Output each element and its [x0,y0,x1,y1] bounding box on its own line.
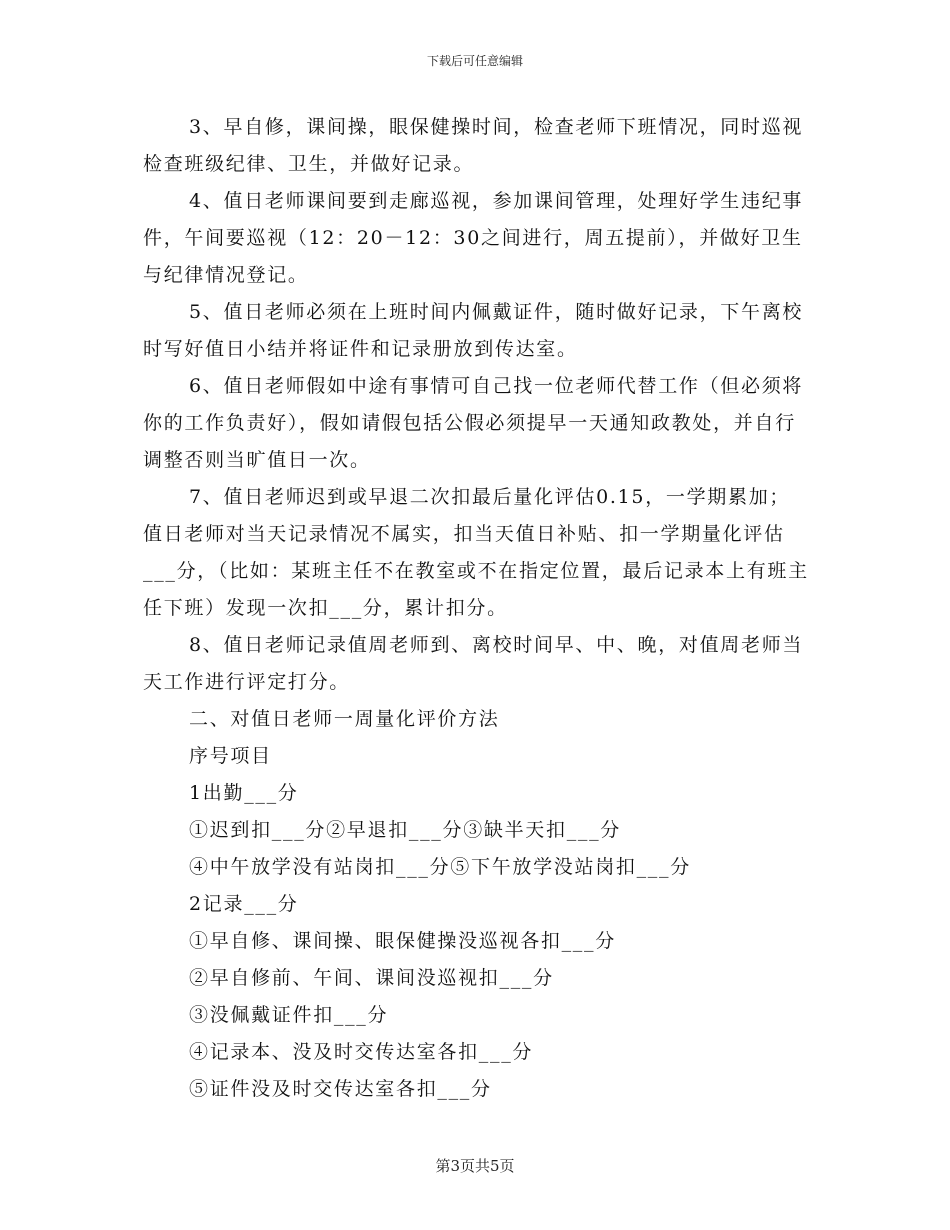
paragraph-item-3: 3、早自修，课间操，眼保健操时间，检查老师下班情况，同时巡视检查班级纪律、卫生，并做好记录。 [143,116,804,175]
paragraph-item-6: 6、值日老师假如中途有事情可自己找一位老师代替工作（但必须将你的工作负责好），假如请假包括公假必须提早一天通知政教处，并自行调整否则当旷值日一次。 [143,375,804,471]
paragraph-item-8: 8、值日老师记录值周老师到、离校时间早、中、晚，对值周老师当天工作进行评定打分。 [143,634,804,693]
paragraph-item-4: 4、值日老师课间要到走廊巡视，参加课间管理，处理好学生违纪事件，午间要巡视（12：20－12：30之间进行，周五提前），并做好卫生与纪律情况登记。 [143,190,804,286]
table-header-label: 序号项目 [189,745,272,767]
records-deduction-1: ①早自修、课间操、眼保健操没巡视各扣___分 [189,930,616,952]
document-body [143,109,810,1108]
paragraph-item-7: 7、值日老师迟到或早退二次扣最后量化评估0.15，一学期累加；值日老师对当天记录情况不属实，扣当天值日补贴、扣一学期量化评估___分，（比如：某班主任不在教室或不在指定位置，最后记录本上有班主任下班）发现一次扣___分，累计扣分。 [143,486,809,619]
records-deduction-4: ④记录本、没及时交传达室各扣___分 [189,1041,534,1063]
scoring-item-attendance: 1出勤___分 [189,782,299,804]
records-deduction-5: ⑤证件没及时交传达室各扣___分 [189,1078,492,1100]
paragraph-item-5: 5、值日老师必须在上班时间内佩戴证件，随时做好记录，下午离校时写好值日小结并将证件和记录册放到传达室。 [143,301,804,360]
records-deduction-3: ③没佩戴证件扣___分 [189,1004,389,1026]
scoring-item-records: 2记录___分 [189,893,299,915]
section-heading: 二、对值日老师一周量化评价方法 [189,708,500,730]
records-deduction-2: ②早自修前、午间、课间没巡视扣___分 [189,967,554,989]
page-header: 下载后可任意编辑 [426,54,523,68]
page-number: 第3页共5页 [435,1157,515,1175]
attendance-deductions-row-1: ①迟到扣___分②早退扣___分③缺半天扣___分 [189,819,622,841]
attendance-deductions-row-2: ④中午放学没有站岗扣___分⑤下午放学没站岗扣___分 [189,856,691,878]
